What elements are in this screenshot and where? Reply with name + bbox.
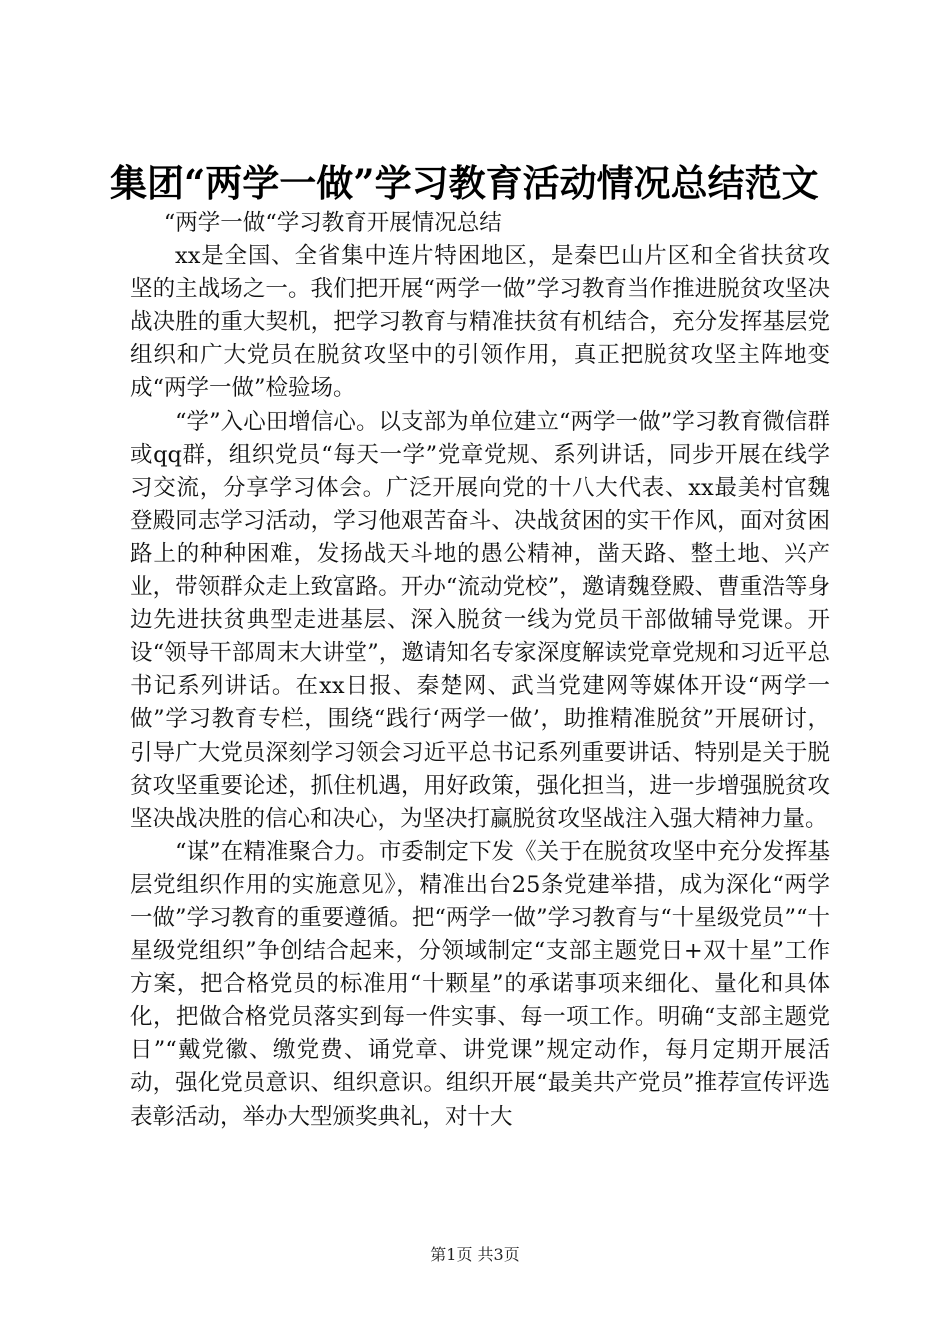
document-title: 集团“两学一做”学习教育活动情况总结范文 (110, 161, 819, 205)
paragraph-intro: xx是全国、全省集中连片特困地区，是秦巴山片区和全省扶贫攻坚的主战场之一。我们把开展“两学一做”学习教育当作推进脱贫攻坚决战决胜的重大契机，把学习教育与精准扶贫有机结合，充分发挥基层党组织和广大党员在脱贫攻坚中的引领作用，真正把脱贫攻坚主阵地变成“两学一做”检验场。 (130, 243, 830, 402)
document-body (130, 207, 830, 1134)
page-number-footer: 第1页 共3页 (430, 1245, 520, 1264)
document-subheading: “两学一做“学习教育开展情况总结 (163, 210, 502, 236)
paragraph-plan: “谋”在精准聚合力。市委制定下发《关于在脱贫攻坚中充分发挥基层党组织作用的实施意见》，精准出台25条党建举措，成为深化“两学一做”学习教育的重要遵循。把“两学一做”学习教育与“十星级党员”“十星级党组织”争创结合起来，分领域制定“支部主题党日+双十星”工作方案，把合格党员的标准用“十颗星”的承诺事项来细化、量化和具体化，把做合格党员落实到每一件实事、每一项工作。明确“支部主题党日”“戴党徽、缴党费、诵党章、讲党课”规定动作，每月定期开展活动，强化党员意识、组织意识。组织开展“最美共产党员”推荐宣传评选表彰活动，举办大型颁奖典礼，对十大 (130, 838, 830, 1130)
paragraph-study: “学”入心田增信心。以支部为单位建立“两学一做”学习教育微信群或qq群，组织党员“每天一学”党章党规、系列讲话，同步开展在线学习交流，分享学习体会。广泛开展向党的十八大代表、xx最美村官魏登殿同志学习活动，学习他艰苦奋斗、决战贫困的实干作风，面对贫困路上的种种困难，发扬战天斗地的愚公精神，凿天路、整土地、兴产业，带领群众走上致富路。开办“流动党校”，邀请魏登殿、曹重浩等身边先进扶贫典型走进基层、深入脱贫一线为党员干部做辅导党课。开设“领导干部周末大讲堂”，邀请知名专家深度解读党章党规和习近平总书记系列讲话。在xx日报、秦楚网、武当党建网等媒体开设“两学一做”学习教育专栏，围绕“践行‘两学一做’，助推精准脱贫”开展研讨，引导广大党员深刻学习领会习近平总书记系列重要讲话、特别是关于脱贫攻坚重要论述，抓住机遇，用好政策，强化担当，进一步增强脱贫攻坚决战决胜的信心和决心，为坚决打赢脱贫攻坚战注入强大精神力量。 (130, 408, 830, 832)
